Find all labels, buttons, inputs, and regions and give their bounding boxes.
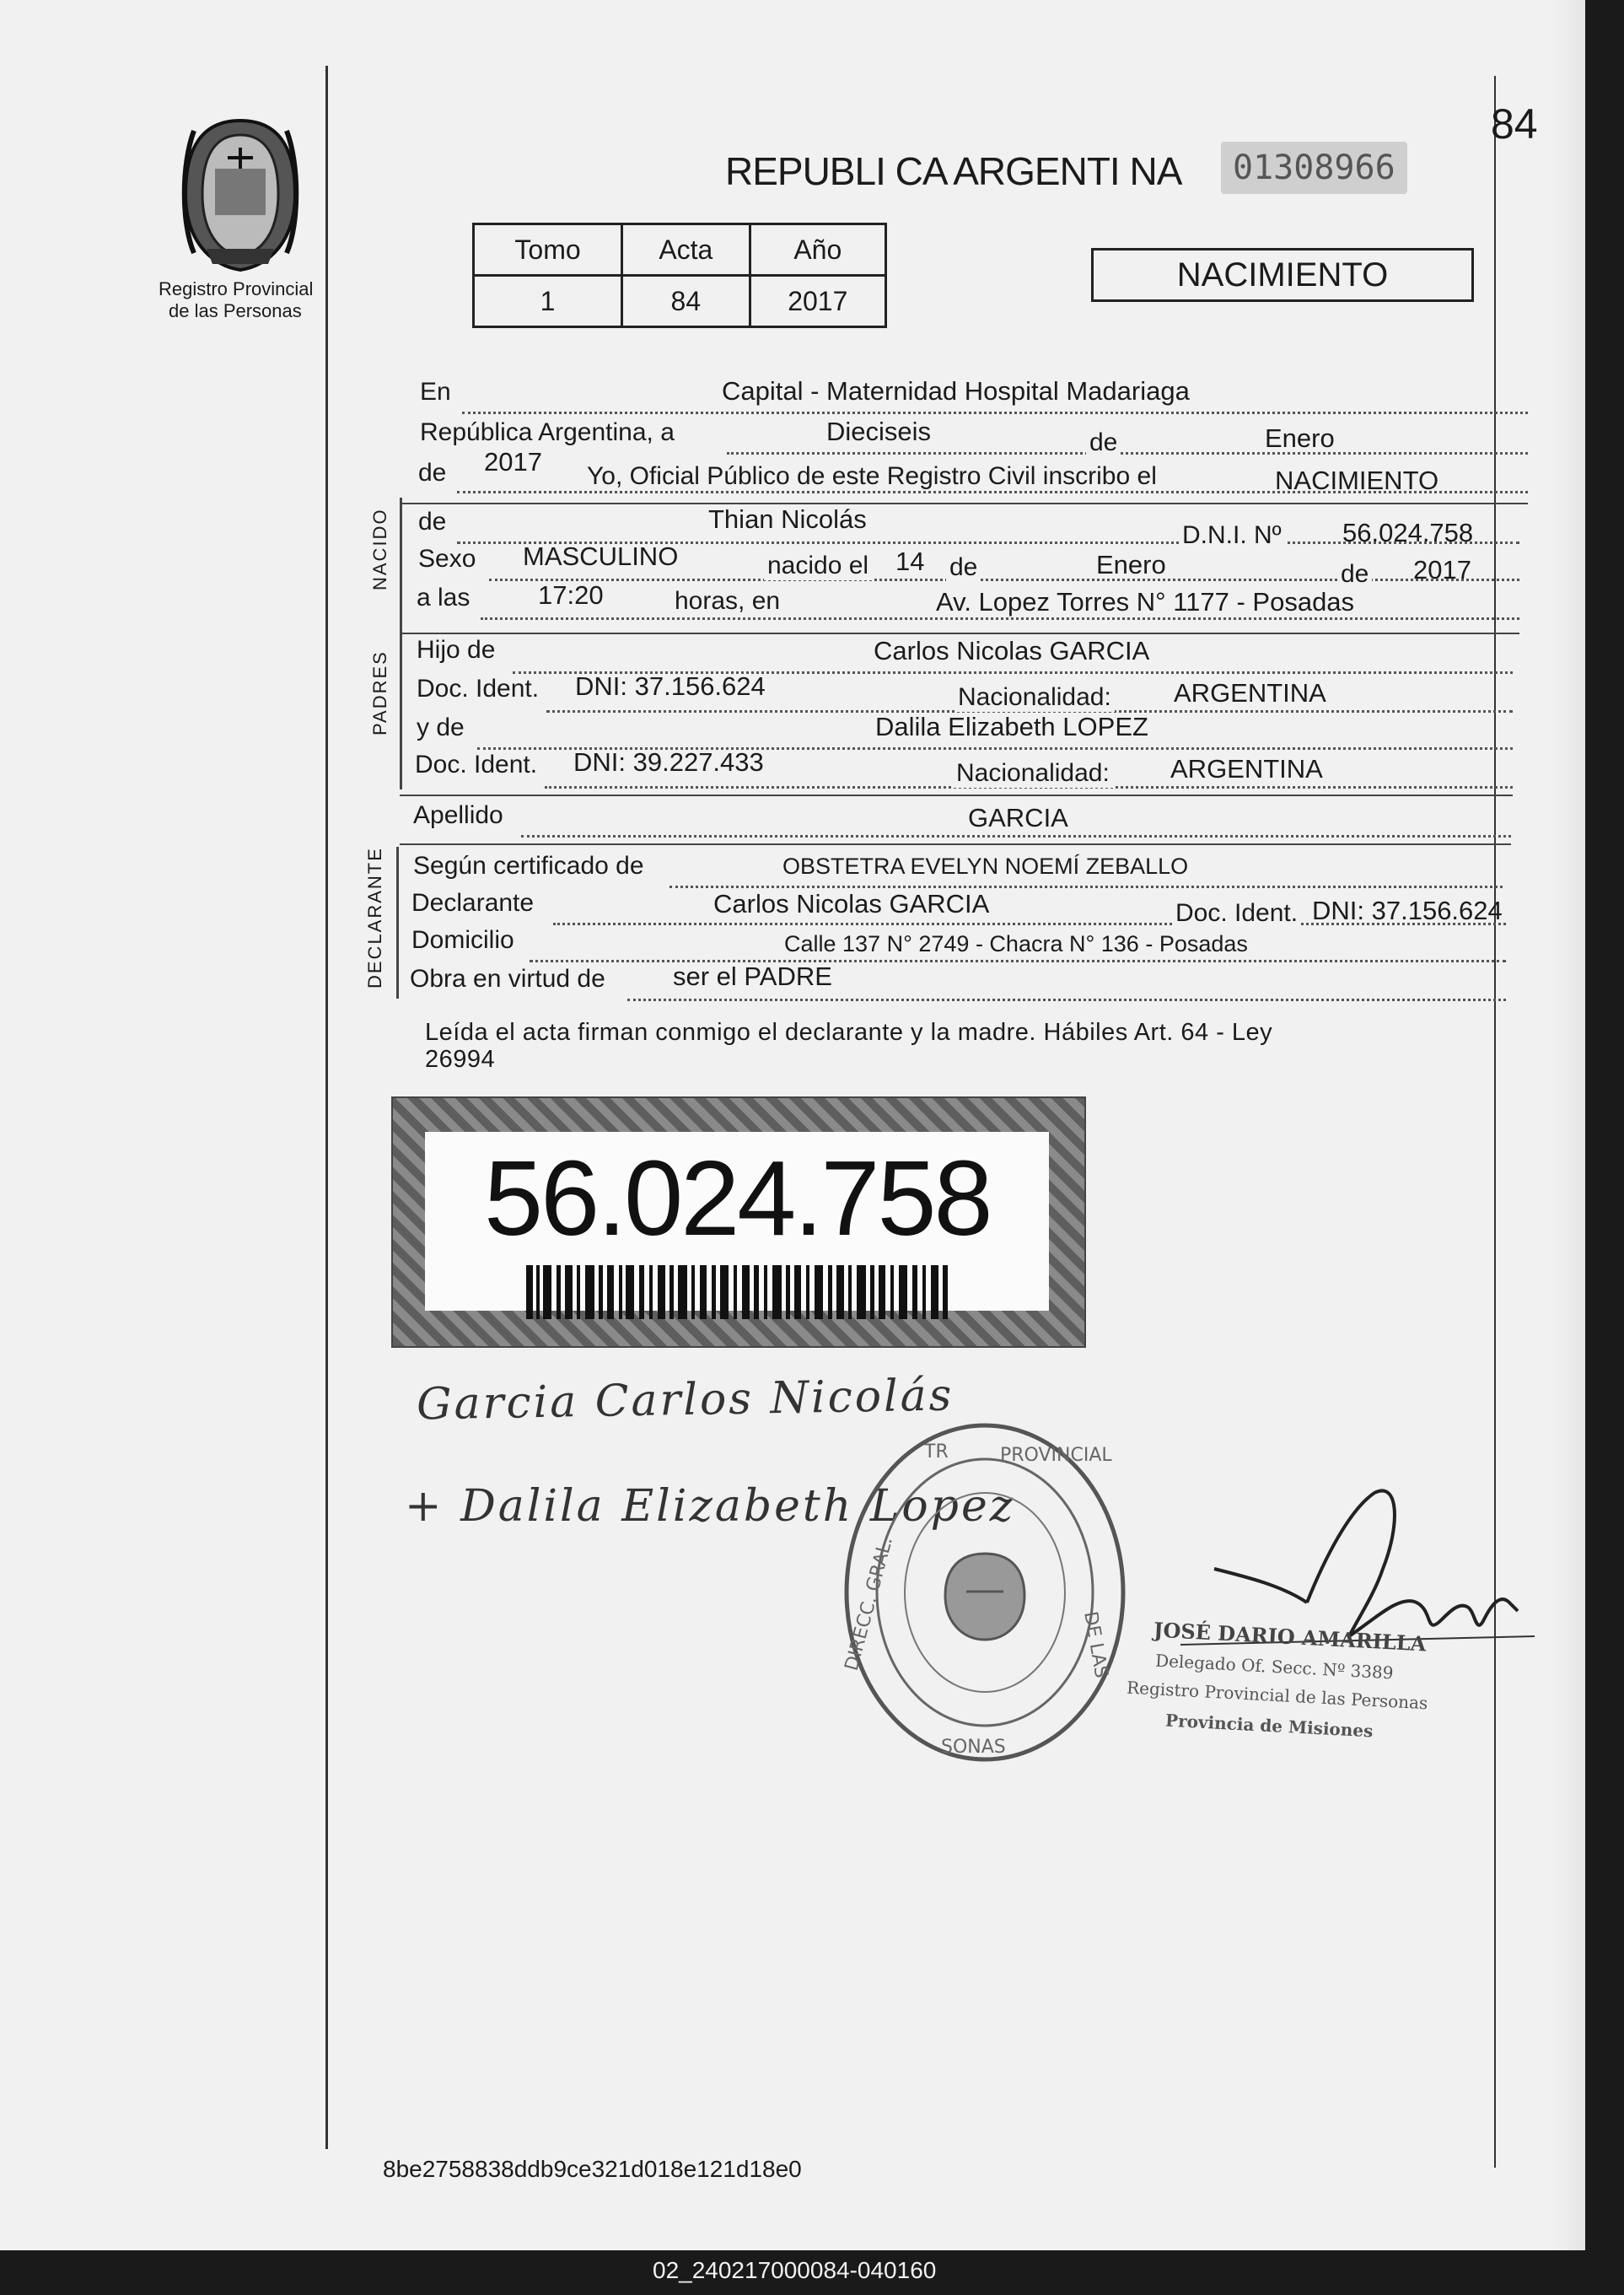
volume-value-acta: 84 xyxy=(622,276,750,327)
section-label-padres: PADRES xyxy=(369,650,390,735)
official-name: JOSÉ DARIO AMARILLA xyxy=(1153,1617,1428,1657)
section-bar-declarante xyxy=(396,847,399,999)
mother-nationality-label: Nacionalidad: xyxy=(953,759,1113,788)
child-name: Thian Nicolás xyxy=(708,504,867,534)
dots xyxy=(462,412,1528,414)
declarant-name: Carlos Nicolas GARCIA xyxy=(713,889,990,919)
volume-header-acta: Acta xyxy=(622,224,750,276)
barcode-label xyxy=(425,1132,1049,1311)
barcode-bars xyxy=(526,1265,948,1319)
page-number: 84 xyxy=(1491,100,1538,148)
apellido-label: Apellido xyxy=(413,801,503,829)
scan-id: 02_240217000084-040160 xyxy=(653,2257,937,2283)
volume-header-tomo: Tomo xyxy=(474,224,622,276)
act-type: NACIMIENTO xyxy=(1275,466,1439,495)
section-divider xyxy=(400,633,1519,634)
closing-note-line1: Leída el acta firman conmigo el declarante y la madre. Hábiles Art. 64 - Ley xyxy=(425,1019,1273,1046)
republica-label: República Argentina, a xyxy=(420,418,675,446)
dni-label: D.N.I. Nº xyxy=(1179,521,1285,550)
birth-de-label-2: de xyxy=(1337,560,1372,589)
left-margin-line xyxy=(325,66,328,2149)
registration-month: Enero xyxy=(1265,423,1335,453)
closing-note-line2: 26994 xyxy=(425,1046,496,1073)
mother-doc-label: Doc. Ident. xyxy=(415,751,538,778)
birth-de-label: de xyxy=(946,553,981,582)
volume-header-anio: Año xyxy=(750,224,885,276)
apellido-value: GARCIA xyxy=(968,803,1068,832)
volume-value-tomo: 1 xyxy=(474,276,622,327)
dots xyxy=(669,886,1503,888)
sexo-label: Sexo xyxy=(418,545,476,573)
province-coat-of-arms-logo xyxy=(169,114,312,274)
y-de-label: y de xyxy=(417,714,465,741)
registration-year: 2017 xyxy=(484,447,542,477)
handwritten-signature-mother: + Dalila Elizabeth Lopez xyxy=(405,1481,1016,1532)
section-divider xyxy=(400,795,1513,796)
barcode-number: 56.024.758 xyxy=(484,1139,991,1258)
nacido-de-label: de xyxy=(418,508,447,536)
handwritten-signature-father: Garcia Carlos Nicolás xyxy=(416,1370,955,1430)
en-label: En xyxy=(420,378,451,406)
certificado-label: Según certificado de xyxy=(413,852,644,880)
obra-value: ser el PADRE xyxy=(673,962,832,991)
official-position: Delegado Of. Secc. Nº 3389 xyxy=(1154,1650,1395,1684)
right-margin-line xyxy=(1494,76,1496,2168)
registry-name-line1: Registro Provincial xyxy=(159,278,314,299)
registry-name-line2: de las Personas xyxy=(169,300,302,321)
de-label: de xyxy=(1086,428,1121,457)
nacido-el-label: nacido el xyxy=(764,552,872,580)
registration-day: Dieciseis xyxy=(826,417,932,446)
birth-time: 17:20 xyxy=(538,580,604,610)
svg-text:PROVINCIAL: PROVINCIAL xyxy=(1000,1445,1112,1466)
official-seal-stamp xyxy=(840,1419,1130,1766)
year-prefix-label: de xyxy=(418,459,447,487)
inscribo-label: Yo, Oficial Público de este Registro Civil inscribo el xyxy=(583,462,1160,491)
father-nationality-label: Nacionalidad: xyxy=(955,683,1115,712)
father-doc: DNI: 37.156.624 xyxy=(575,671,766,701)
official-province: Provincia de Misiones xyxy=(1164,1710,1374,1742)
mother-nationality: ARGENTINA xyxy=(1170,754,1323,784)
father-doc-label: Doc. Ident. xyxy=(417,675,540,703)
dots xyxy=(627,999,1506,1001)
mother-doc: DNI: 39.227.433 xyxy=(573,747,764,777)
svg-text:TR: TR xyxy=(924,1441,949,1463)
section-label-nacido: NACIDO xyxy=(369,508,390,590)
father-name: Carlos Nicolas GARCIA xyxy=(874,636,1150,665)
child-sex: MASCULINO xyxy=(523,541,679,571)
declarant-doc: DNI: 37.156.624 xyxy=(1312,896,1503,925)
declarant-address: Calle 137 N° 2749 - Chacra N° 136 - Posadas xyxy=(784,931,1248,956)
mother-name: Dalila Elizabeth LOPEZ xyxy=(875,712,1148,741)
birth-year: 2017 xyxy=(1413,555,1471,585)
section-divider xyxy=(400,843,1511,845)
dots xyxy=(727,452,1528,455)
domicilio-label: Domicilio xyxy=(411,926,514,954)
svg-text:SONAS: SONAS xyxy=(941,1737,1006,1758)
section-bar-padres xyxy=(400,629,402,789)
official-registry: Registro Provincial de las Personas xyxy=(1126,1677,1428,1714)
child-dni: 56.024.758 xyxy=(1342,518,1474,547)
country-title: REPUBLI CA ARGENTI NA xyxy=(725,149,1182,193)
birth-day: 14 xyxy=(895,547,925,576)
section-divider xyxy=(400,503,1528,504)
birth-month: Enero xyxy=(1096,550,1166,579)
declarant-doc-label: Doc. Ident. xyxy=(1172,899,1301,928)
svg-text:DE LAS: DE LAS xyxy=(1079,1609,1112,1680)
record-type-box: NACIMIENTO xyxy=(1091,248,1474,302)
obra-label: Obra en virtud de xyxy=(410,965,605,993)
hijo-de-label: Hijo de xyxy=(417,636,496,664)
svg-text:DIRECC. GRAL.: DIRECC. GRAL. xyxy=(841,1534,898,1673)
dots xyxy=(521,835,1511,838)
dots xyxy=(481,617,1519,620)
declarante-label: Declarante xyxy=(411,889,535,917)
father-nationality: ARGENTINA xyxy=(1174,678,1326,708)
section-label-declarante: DECLARANTE xyxy=(364,847,385,989)
barcode-sticker xyxy=(391,1096,1086,1348)
birth-place: Capital - Maternidad Hospital Madariaga xyxy=(722,376,1190,406)
volume-value-anio: 2017 xyxy=(750,276,885,327)
horas-label: horas, en xyxy=(671,587,783,616)
document-hash: 8be2758838ddb9ce321d018e121d18e0 xyxy=(383,2156,802,2182)
section-bar-nacido xyxy=(400,498,402,633)
birth-address: Av. Lopez Torres N° 1177 - Posadas xyxy=(936,587,1355,617)
a-las-label: a las xyxy=(417,584,471,611)
certificate-issuer: OBSTETRA EVELYN NOEMÍ ZEBALLO xyxy=(782,854,1189,879)
serial-number: 01308966 xyxy=(1221,142,1407,194)
volume-table xyxy=(472,223,887,328)
